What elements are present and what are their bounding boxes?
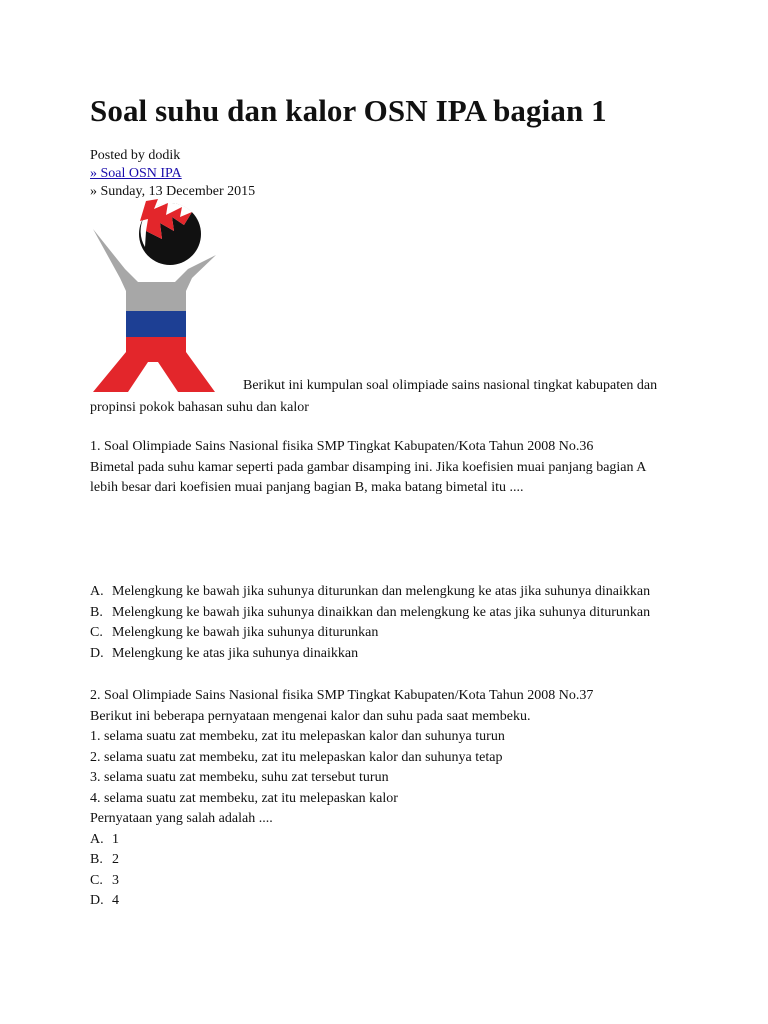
- question-1-header: 1. Soal Olimpiade Sains Nasional fisika SMP Tingkat Kabupaten/Kota Tahun 2008 No.36: [90, 439, 594, 454]
- post-meta: [90, 147, 255, 201]
- post-date: » Sunday, 13 December 2015: [90, 184, 256, 199]
- question-1-option-d: D. Melengkung ke atas jika suhunya dinaikkan: [90, 645, 359, 661]
- question-2: [90, 686, 593, 912]
- article-title: Soal suhu dan kalor OSN IPA bagian 1: [90, 93, 607, 128]
- posted-by: Posted by dodik: [90, 148, 181, 163]
- question-2-intro: Berikut ini beberapa pernyataan mengenai kalor dan suhu pada saat membeku.: [90, 708, 531, 724]
- question-2-prompt: Pernyataan yang salah adalah ....: [90, 811, 273, 826]
- category-link[interactable]: » Soal OSN IPA: [90, 166, 182, 181]
- question-2-option-d: D. 4: [90, 893, 119, 908]
- question-1-option-b: B. Melengkung ke bawah jika suhunya dinaikkan dan melengkung ke atas jika suhunya diturunkan: [90, 604, 651, 620]
- question-1-option-c: C. Melengkung ke bawah jika suhunya diturunkan: [90, 625, 379, 640]
- question-2-statement-2: 2. selama suatu zat membeku, zat itu melepaskan kalor dan suhunya tetap: [90, 749, 503, 765]
- question-2-option-c: C. 3: [90, 872, 119, 888]
- question-1-text-line2: lebih besar dari koefisien muai panjang bagian B, maka batang bimetal itu ....: [90, 480, 524, 495]
- question-2-statement-4: 4. selama suatu zat membeku, zat itu melepaskan kalor: [90, 790, 398, 806]
- question-2-statement-3: 3. selama suatu zat membeku, suhu zat tersebut turun: [90, 770, 389, 785]
- question-1-text-line1: Bimetal pada suhu kamar seperti pada gambar disamping ini. Jika koefisien muai panjang bagian A: [90, 459, 647, 475]
- question-2-option-a: A. 1: [90, 831, 119, 847]
- intro-text-line1: Berikut ini kumpulan soal olimpiade sains nasional tingkat kabupaten dan: [243, 378, 658, 393]
- question-1-options: [90, 582, 650, 664]
- question-2-option-b: B. 2: [90, 852, 119, 867]
- osn-mascot-logo-icon: [88, 195, 223, 393]
- intro-text-line2: propinsi pokok bahasan suhu dan kalor: [90, 400, 309, 415]
- question-2-header: 2. Soal Olimpiade Sains Nasional fisika SMP Tingkat Kabupaten/Kota Tahun 2008 No.37: [90, 688, 594, 703]
- question-1-option-a: A. Melengkung ke bawah jika suhunya diturunkan dan melengkung ke atas jika suhunya dinaikkan: [90, 584, 651, 599]
- question-1: [90, 437, 646, 499]
- question-2-statement-1: 1. selama suatu zat membeku, zat itu melepaskan kalor dan suhunya turun: [90, 729, 505, 744]
